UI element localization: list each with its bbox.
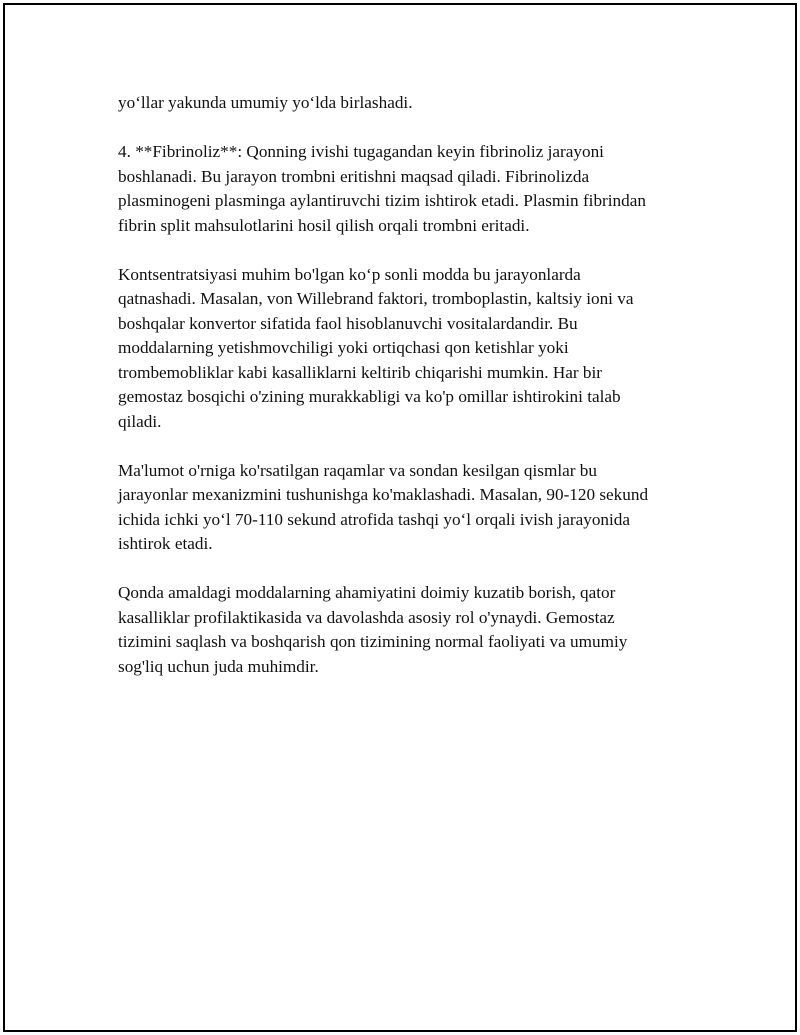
paragraph-kontsentratsiya: Kontsentratsiyasi muhim bo'lgan ko‘p sonli modda bu jarayonlarda qatnashadi. Masalan, von Willebrand faktori, tromboplastin, kaltsiy ioni va boshqalar konvertor sifatida faol hisoblanuvchi vositalardandir. Bu moddalarning yetishmovchiligi yoki ortiqchasi qon ketishlar yoki trombemobliklar kabi kasalliklarni keltirib chiqarishi mumkin. Har bir gemostaz bosqichi o'zining murakkabligi va ko'p omillar ishtirokini talab qiladi. [118, 264, 634, 431]
paragraph-fibrinoliz: 4. **Fibrinoliz**: Qonning ivishi tugagandan keyin fibrinoliz jarayoni boshlanadi. Bu jarayon trombni eritishni maqsad qiladi. Fibrinolizda plasminogeni plasminga aylantiruvchi tizim ishtirok etadi. Plasmin fibrindan fibrin split mahsulotlarini hosil qilish orqali trombni eritadi. [118, 142, 646, 235]
paragraph-malumot: Ma'lumot o'rniga ko'rsatilgan raqamlar va sondan kesilgan qismlar bu jarayonlar mexanizmini tushunishga ko'maklashadi. Masalan, 90-120 sekund ichida ichki yo‘l 70-110 sekund atrofida tashqi yo‘l orqali ivish jarayonida ishtirok etadi. [118, 460, 649, 553]
paragraph-qonda: Qonda amaldagi moddalarning ahamiyatini doimiy kuzatib borish, qator kasalliklar profilaktikasida va davolashda asosiy rol o'ynaydi. Gemostaz tizimini saqlash va boshqarish qon tizimining normal faoliyati va umumiy sog'liq uchun juda muhimdir. [118, 583, 628, 676]
document-body [118, 91, 698, 704]
paragraph-continuation: yo‘llar yakunda umumiy yo‘lda birlashadi. [118, 93, 413, 112]
